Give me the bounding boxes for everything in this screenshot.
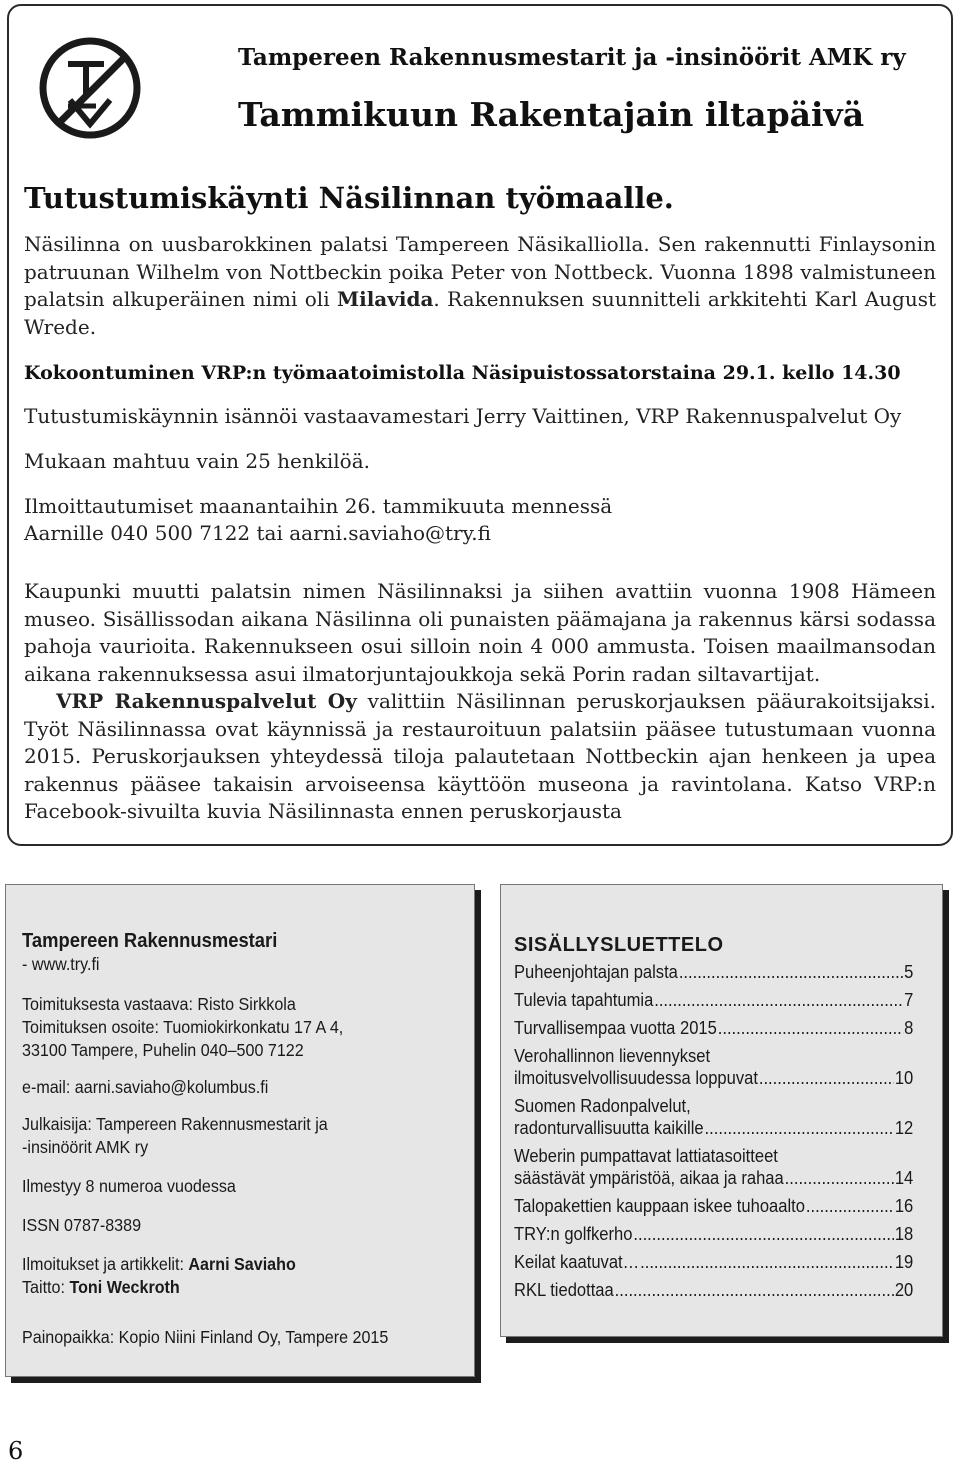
toc-item-line: Weberin pumpattavat lattiatasoitteet bbox=[514, 1146, 778, 1166]
toc-dot-leader bbox=[759, 1067, 894, 1089]
toc-item-label: RKL tiedottaa bbox=[514, 1280, 614, 1300]
toc-row bbox=[514, 1167, 913, 1189]
history-paragraph: Kaupunki muutti palatsin nimen Näsilinnaksi ja siihen avattiin vuonna 1908 Hämeen museo. Sisällissodan aikana Näsilinna oli punaisten päämajana ja rakennus kärsi sodassa pahoja vaurioita. Rakennukseen osui silloin noin 4 000 ammusta. Toisen maailmansodan aikana rakennuksessa asui ilmatorjuntajoukkoja sekä Porin radan siltavartijat. bbox=[24, 579, 936, 686]
printer-info: Painopaikka: Kopio Niini Finland Oy, Tampere 2015 bbox=[22, 1327, 389, 1347]
toc-item-page: 19 bbox=[894, 1252, 914, 1272]
toc-item-page: 10 bbox=[894, 1068, 914, 1088]
toc-item-label: Tulevia tapahtumia bbox=[514, 990, 654, 1010]
page-number: 6 bbox=[8, 1437, 24, 1465]
registration-contact: Aarnille 040 500 7122 tai aarni.saviaho@try.fi bbox=[24, 521, 491, 545]
toc-item bbox=[514, 1279, 913, 1301]
toc-item bbox=[514, 1045, 913, 1089]
toc-item-label: Talopakettien kauppaan iskee tuhoaalto bbox=[514, 1196, 805, 1216]
toc-item bbox=[514, 1145, 913, 1189]
toc-title: SISÄLLYSLUETTELO bbox=[514, 934, 724, 956]
toc-item bbox=[514, 1095, 913, 1139]
toc-item-page: 14 bbox=[894, 1168, 914, 1188]
toc-item-label: ilmoitusvelvollisuudessa loppuvat bbox=[514, 1068, 758, 1088]
toc-item-page: 5 bbox=[904, 962, 914, 982]
registration-deadline: Ilmoittautumiset maanantaihin 26. tammikuuta mennessä bbox=[24, 494, 613, 518]
toc-row bbox=[514, 1195, 913, 1217]
toc-dot-leader bbox=[718, 1017, 903, 1039]
issue-frequency: Ilmestyy 8 numeroa vuodessa bbox=[22, 1176, 236, 1196]
toc-dot-leader bbox=[654, 989, 903, 1011]
event-title: Tammikuun Rakentajain iltapäivä bbox=[238, 95, 865, 134]
toc-item bbox=[514, 1195, 913, 1217]
toc-row bbox=[514, 1117, 913, 1139]
editorial-email: e-mail: aarni.saviaho@kolumbus.fi bbox=[22, 1077, 269, 1097]
toc-item-page: 18 bbox=[894, 1224, 914, 1244]
ads-contact: Ilmoitukset ja artikkelit: Aarni Saviaho bbox=[22, 1254, 296, 1274]
editorial-address-2: 33100 Tampere, Puhelin 040–500 7122 bbox=[22, 1040, 304, 1060]
article-history bbox=[24, 578, 936, 826]
toc-dot-leader bbox=[806, 1195, 894, 1217]
toc-dot-leader bbox=[640, 1251, 894, 1273]
toc-row bbox=[514, 989, 913, 1011]
meeting-info: Kokoontuminen VRP:n työmaatoimistolla Näsipuistossatorstaina 29.1. kello 14.30 bbox=[24, 362, 901, 384]
article-intro: Näsilinna on uusbarokkinen palatsi Tampereen Näsikalliolla. Sen rakennutti Finlaysonin patruunan Wilhelm von Nottbeckin poika Peter von Nottbeck. Vuonna 1898 valmistuneen palatsin alkuperäinen nimi oli Milavida. Rakennuksen suunnitteli arkkitehti Karl August Wrede. bbox=[24, 232, 937, 339]
toc-item-page: 16 bbox=[894, 1196, 914, 1216]
toc-item-label: Keilat kaatuvat… bbox=[514, 1252, 640, 1272]
toc-dot-leader bbox=[615, 1279, 894, 1301]
toc-row bbox=[514, 961, 913, 983]
toc-dot-leader bbox=[679, 961, 903, 983]
toc-dot-leader bbox=[633, 1223, 894, 1245]
magazine-website: - www.try.fi bbox=[22, 954, 100, 974]
toc-item-page: 7 bbox=[904, 990, 914, 1010]
colophon bbox=[22, 930, 427, 1349]
organization-name: Tampereen Rakennusmestarit ja -insinöörit AMK ry bbox=[238, 44, 906, 71]
toc-item bbox=[514, 1017, 913, 1039]
magazine-title: Tampereen Rakennusmestari bbox=[22, 930, 278, 952]
toc-item bbox=[514, 961, 913, 983]
toc-item bbox=[514, 989, 913, 1011]
palace-original-name: Milavida bbox=[336, 287, 434, 311]
toc-item-label: Puheenjohtajan palsta bbox=[514, 962, 678, 982]
publisher: Julkaisija: Tampereen Rakennusmestarit ja bbox=[22, 1114, 328, 1134]
capacity-info: Mukaan mahtuu vain 25 henkilöä. bbox=[24, 449, 370, 473]
toc-item-label: säästävät ympäristöä, aikaa ja rahaa bbox=[514, 1168, 784, 1188]
history-paragraph-2: VRP Rakennuspalvelut Oy valittiin Näsilinnan peruskorjauksen pääurakoitsijaksi. Työt Näsilinnassa ovat käynnissä ja restauroituun palatsiin pääsee tutustumaan vuonna 2015. Peruskorjauksen yhteydessä tiloja palautetaan Nottbeckin ajan henkeen ja upea rakennus pääsee takaisin arvoiseensa käyttöön museona ja ravintolana. Katso VRP:n Facebook-sivuilta kuvia Näsilinnasta ennen peruskorjausta bbox=[24, 689, 936, 823]
toc-row bbox=[514, 1251, 913, 1273]
toc-row bbox=[514, 1017, 913, 1039]
editor-in-chief: Toimituksesta vastaava: Risto Sirkkola bbox=[22, 994, 296, 1014]
toc-item bbox=[514, 1251, 913, 1273]
layout-credit: Taitto: Toni Weckroth bbox=[22, 1277, 180, 1297]
toc-row bbox=[514, 1279, 913, 1301]
toc-item-label: radonturvallisuutta kaikille bbox=[514, 1118, 704, 1138]
article-heading: Tutustumiskäynti Näsilinnan työmaalle. bbox=[24, 181, 674, 215]
toc-item-page: 12 bbox=[894, 1118, 914, 1138]
toc-item-label: TRY:n golfkerho bbox=[514, 1224, 633, 1244]
toc-item-line: Verohallinnon lievennykset bbox=[514, 1046, 711, 1066]
toc-row bbox=[514, 1223, 913, 1245]
toc-dot-leader bbox=[785, 1167, 894, 1189]
toc-item-page: 20 bbox=[894, 1280, 914, 1300]
toc-item-label: Turvallisempaa vuotta 2015 bbox=[514, 1018, 717, 1038]
toc-dot-leader bbox=[705, 1117, 894, 1139]
toc-item-page: 8 bbox=[904, 1018, 914, 1038]
editorial-address: Toimituksen osoite: Tuomiokirkonkatu 17 A 4, bbox=[22, 1017, 344, 1037]
publisher-2: -insinöörit AMK ry bbox=[22, 1137, 149, 1157]
toc-item-line: Suomen Radonpalvelut, bbox=[514, 1096, 691, 1116]
toc-row bbox=[514, 1067, 913, 1089]
table-of-contents bbox=[514, 934, 914, 1301]
toc-item bbox=[514, 1223, 913, 1245]
toc-list bbox=[514, 961, 914, 1301]
try-emblem-icon bbox=[38, 36, 142, 140]
issn: ISSN 0787-8389 bbox=[22, 1215, 142, 1235]
host-info: Tutustumiskäynnin isännöi vastaavamestari Jerry Vaittinen, VRP Rakennuspalvelut Oy bbox=[24, 404, 902, 428]
